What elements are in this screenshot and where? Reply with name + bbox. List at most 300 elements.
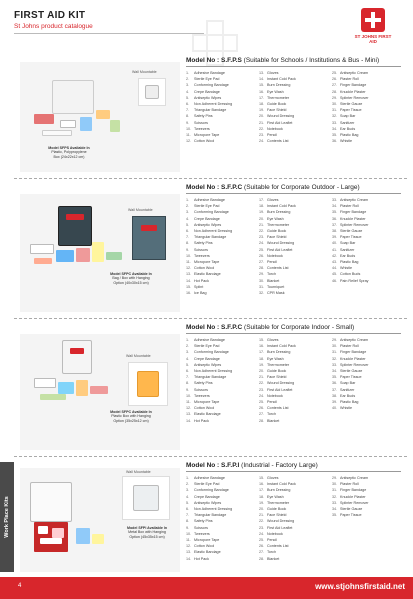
item-number: 34. xyxy=(332,204,338,209)
item-label: First Aid Leaflet xyxy=(267,387,293,392)
item-label: Torch xyxy=(267,550,277,555)
product-photo xyxy=(20,194,180,312)
item-label: Wound Dressing xyxy=(267,381,295,386)
item-label: Antiseptic Wipes xyxy=(194,222,222,227)
item-label: Splinter Remover xyxy=(340,362,369,367)
item-label: Elastic Bandage xyxy=(194,272,221,277)
content-item xyxy=(259,418,328,424)
item-label: Splint xyxy=(194,284,204,289)
item-label: Adhesive Bandage xyxy=(194,338,225,342)
item-number: 42. xyxy=(332,253,338,258)
item-label: Face Shield xyxy=(267,375,287,380)
item-number: 11. xyxy=(186,538,191,543)
item-number: 27. xyxy=(259,550,265,555)
kit-box-icon xyxy=(52,80,94,114)
contents-column xyxy=(259,337,328,424)
item-label: Triangular Bandage xyxy=(194,513,227,518)
item-number: 36. xyxy=(332,216,338,221)
item-label: Triangular Bandage xyxy=(194,235,227,240)
item-label: Sterile Gauze xyxy=(340,507,363,512)
item-number: 29. xyxy=(332,476,338,480)
item-label: Gloves xyxy=(267,476,279,480)
item-label: Knuckle Plaster xyxy=(340,356,366,361)
item-number: 17. xyxy=(259,488,265,493)
item-label: Gloves xyxy=(267,198,279,202)
item-number: 1. xyxy=(186,71,190,75)
item-label: Thermometer xyxy=(267,95,290,100)
item-label: CPR Mask xyxy=(267,291,285,296)
contents-column xyxy=(259,475,328,562)
item-number: 2. xyxy=(186,344,190,349)
contents-column xyxy=(259,197,328,296)
item-label: Paper Tissue xyxy=(340,108,362,113)
item-number: 9. xyxy=(186,247,190,252)
item-number: 33. xyxy=(332,500,338,505)
item-number: 2. xyxy=(186,482,190,487)
item-label: Micropore Tape xyxy=(194,260,220,265)
item-label: Burn Dressing xyxy=(267,350,291,355)
item-label: Sterile Gauze xyxy=(340,102,363,107)
item-number: 8. xyxy=(186,381,190,386)
item-label: Contents List xyxy=(267,544,289,549)
item-label: Scissors xyxy=(194,120,208,125)
item-number: 25. xyxy=(259,247,265,252)
item-label: Blanket xyxy=(267,556,280,561)
item-number: 19. xyxy=(259,362,265,367)
item-number: 4. xyxy=(186,216,190,221)
item-number: 3. xyxy=(186,210,190,215)
item-number: 12. xyxy=(186,266,192,271)
item-label: Sanitizer xyxy=(340,120,355,125)
item-number: 2. xyxy=(186,204,190,209)
item-number: 21. xyxy=(259,222,265,227)
item-label: Eye Wash xyxy=(267,216,284,221)
item-number: 15. xyxy=(259,338,265,342)
product-caption: Model SFPC Available In Plastic Box with Hanging Option (35x25x12 cm) xyxy=(110,410,152,423)
item-label: Non Adherent Dressing xyxy=(194,369,233,374)
item-number: 6. xyxy=(186,102,190,107)
item-number: 31. xyxy=(332,350,338,355)
item-number: 30. xyxy=(332,102,338,107)
item-label: Cotton Buds xyxy=(340,272,361,277)
item-label: Antiseptic Cream xyxy=(340,198,369,202)
item-number: 40. xyxy=(332,241,338,246)
product-caption: Model SFPC Available In Bag / Box with Hanging Option (40x30x15 cm) xyxy=(110,272,152,285)
section-divider xyxy=(14,178,407,179)
item-label: Antiseptic Wipes xyxy=(194,500,222,505)
contents-column xyxy=(259,70,328,144)
header-rule xyxy=(14,33,204,34)
item-number: 46. xyxy=(332,278,338,283)
item-label: Eye Wash xyxy=(267,89,284,94)
item-label: Tweezers xyxy=(194,126,210,131)
item-number: 25. xyxy=(259,538,265,543)
item-number: 8. xyxy=(186,519,190,524)
item-number: 1. xyxy=(186,476,190,480)
item-label: Safety Pins xyxy=(194,519,213,524)
item-number: 1. xyxy=(186,338,190,342)
item-label: Micropore Tape xyxy=(194,538,220,543)
item-label: Hot Pack xyxy=(194,418,209,423)
item-number: 13. xyxy=(186,550,192,555)
item-number: 1. xyxy=(186,198,190,202)
item-label: Instant Cold Pack xyxy=(267,482,296,487)
item-label: Adhesive Bandage xyxy=(194,476,225,480)
item-number: 44. xyxy=(332,266,338,271)
item-label: Conforming Bandage xyxy=(194,210,229,215)
item-label: Conforming Bandage xyxy=(194,350,229,355)
item-label: Tourniquet xyxy=(267,284,285,289)
content-item xyxy=(259,556,328,562)
item-number: 45. xyxy=(332,272,338,277)
item-label: Conforming Bandage xyxy=(194,83,229,88)
item-number: 12. xyxy=(186,139,192,144)
item-number: 18. xyxy=(259,356,265,361)
item-number: 4. xyxy=(186,89,190,94)
item-label: Safety Pins xyxy=(194,241,213,246)
item-label: Antiseptic Wipes xyxy=(194,95,222,100)
item-number: 18. xyxy=(259,494,265,499)
item-number: 23. xyxy=(259,235,265,240)
item-number: 13. xyxy=(186,412,192,417)
item-number: 29. xyxy=(332,338,338,342)
model-title: Model No : S.F.P.C (Suitable for Corporate Outdoor - Large) xyxy=(186,184,360,191)
item-number: 11. xyxy=(186,260,191,265)
item-label: Contents List xyxy=(267,139,289,144)
item-number: 22. xyxy=(259,126,265,131)
item-label: Notebook xyxy=(267,253,283,258)
item-label: Antiseptic Cream xyxy=(340,71,369,75)
item-number: 5. xyxy=(186,95,190,100)
item-label: Tweezers xyxy=(194,531,210,536)
item-label: Face Shield xyxy=(267,235,287,240)
item-label: Splinter Remover xyxy=(340,95,369,100)
item-label: Paper Tissue xyxy=(340,513,362,518)
item-label: Guide Book xyxy=(267,229,287,234)
item-label: Cotton Wool xyxy=(194,544,215,549)
item-label: Plaster Roll xyxy=(340,344,359,349)
item-number: 16. xyxy=(259,482,265,487)
item-label: Sanitizer xyxy=(340,247,355,252)
item-number: 29. xyxy=(332,95,338,100)
item-label: Pencil xyxy=(267,538,278,543)
item-number: 32. xyxy=(259,291,265,296)
item-label: Plaster Roll xyxy=(340,77,359,82)
item-label: Thermometer xyxy=(267,222,290,227)
item-label: Burn Dressing xyxy=(267,83,291,88)
item-label: Sterile Gauze xyxy=(340,369,363,374)
item-number: 33. xyxy=(332,120,338,125)
item-label: Ear Buds xyxy=(340,393,356,398)
item-label: Instant Cold Pack xyxy=(267,204,296,209)
contents-columns xyxy=(186,197,401,296)
side-tab-label: Work Place Kits xyxy=(4,496,10,538)
item-number: 43. xyxy=(332,260,338,265)
item-number: 3. xyxy=(186,488,190,493)
item-number: 5. xyxy=(186,362,190,367)
item-label: Pencil xyxy=(267,400,278,405)
content-item xyxy=(186,556,255,562)
item-number: 27. xyxy=(259,412,265,417)
contents-column xyxy=(332,70,401,144)
contents-column xyxy=(186,70,255,144)
item-number: 31. xyxy=(332,108,338,113)
item-number: 28. xyxy=(259,556,265,561)
item-number: 35. xyxy=(332,133,338,138)
item-label: Non Adherent Dressing xyxy=(194,102,233,107)
item-label: Wound Dressing xyxy=(267,114,295,119)
item-number: 13. xyxy=(186,272,192,277)
contents-column xyxy=(186,337,255,424)
item-number: 8. xyxy=(186,114,190,119)
item-label: Soap Bar xyxy=(340,114,356,119)
content-item xyxy=(186,138,255,144)
contents-column xyxy=(332,475,401,562)
item-number: 32. xyxy=(332,494,338,499)
item-label: Elastic Bandage xyxy=(194,550,221,555)
item-label: Whistle xyxy=(340,406,353,411)
item-label: Thermometer xyxy=(267,362,290,367)
item-label: Adhesive Bandage xyxy=(194,71,225,75)
item-label: Hot Pack xyxy=(194,278,209,283)
content-item xyxy=(259,138,328,144)
contents-column xyxy=(332,197,401,296)
item-number: 38. xyxy=(332,393,338,398)
wall-mount-inset xyxy=(132,216,166,260)
item-number: 7. xyxy=(186,375,190,380)
item-label: Guide Book xyxy=(267,102,287,107)
item-label: Cotton Wool xyxy=(194,406,215,411)
item-number: 39. xyxy=(332,235,338,240)
item-label: Finger Bandage xyxy=(340,488,367,493)
item-number: 6. xyxy=(186,507,190,512)
item-number: 23. xyxy=(259,525,265,530)
item-number: 19. xyxy=(259,108,265,113)
item-number: 24. xyxy=(259,393,265,398)
item-label: Gloves xyxy=(267,71,279,75)
item-label: Crepe Bandage xyxy=(194,216,220,221)
item-label: Safety Pins xyxy=(194,114,213,119)
metal-box-icon xyxy=(30,482,72,522)
item-number: 35. xyxy=(332,210,338,215)
item-number: 10. xyxy=(186,531,192,536)
item-number: 38. xyxy=(332,229,338,234)
logo-text: ST JOHNS FIRST AID xyxy=(354,34,392,44)
item-label: First Aid Leaflet xyxy=(267,120,293,125)
item-number: 12. xyxy=(186,406,192,411)
item-number: 33. xyxy=(332,362,338,367)
item-number: 41. xyxy=(332,247,338,252)
item-number: 22. xyxy=(259,381,265,386)
section-divider xyxy=(14,318,407,319)
item-label: Plaster Roll xyxy=(340,204,359,209)
item-label: Non Adherent Dressing xyxy=(194,229,233,234)
item-label: Plaster Roll xyxy=(340,482,359,487)
item-label: Cotton Wool xyxy=(194,139,215,144)
product-caption: Model SFPS Available In Plastic, Polypropylene Box (24x22x12 cm) xyxy=(48,146,90,159)
item-label: Knuckle Plaster xyxy=(340,216,366,221)
item-label: Eye Wash xyxy=(267,494,284,499)
item-label: Finger Bandage xyxy=(340,210,367,215)
item-label: Pencil xyxy=(267,260,278,265)
item-label: Guide Book xyxy=(267,507,287,512)
item-number: 14. xyxy=(186,278,192,283)
item-label: Micropore Tape xyxy=(194,400,220,405)
item-number: 19. xyxy=(259,500,265,505)
item-number: 7. xyxy=(186,108,190,113)
item-number: 10. xyxy=(186,393,192,398)
content-item xyxy=(186,290,255,296)
item-number: 10. xyxy=(186,253,192,258)
item-label: Thermometer xyxy=(267,500,290,505)
item-number: 30. xyxy=(332,344,338,349)
item-number: 34. xyxy=(332,507,338,512)
item-label: First Aid Leaflet xyxy=(267,247,293,252)
item-number: 7. xyxy=(186,513,190,518)
item-number: 36. xyxy=(332,381,338,386)
item-number: 5. xyxy=(186,222,190,227)
content-item xyxy=(332,278,401,284)
item-number: 20. xyxy=(259,369,265,374)
item-number: 10. xyxy=(186,126,192,131)
item-number: 9. xyxy=(186,120,190,125)
product-photo xyxy=(20,468,180,572)
item-label: Splinter Remover xyxy=(340,500,369,505)
content-item xyxy=(259,290,328,296)
item-number: 19. xyxy=(259,210,265,215)
item-number: 34. xyxy=(332,369,338,374)
item-label: Guide Book xyxy=(267,369,287,374)
item-number: 18. xyxy=(259,204,265,209)
item-label: Contents List xyxy=(267,406,289,411)
item-label: Hot Pack xyxy=(194,556,209,561)
item-label: Micropore Tape xyxy=(194,133,220,138)
section-divider xyxy=(14,456,407,457)
item-label: Face Shield xyxy=(267,513,287,518)
wall-mount-inset xyxy=(128,362,168,406)
item-label: Conforming Bandage xyxy=(194,488,229,493)
contents-column xyxy=(186,197,255,296)
product-caption: Model SFPI Available In Metal Box with Hanging Option (45x35x15 cm) xyxy=(126,526,168,539)
item-label: Pencil xyxy=(267,133,278,138)
inset-label: Wall Mountable xyxy=(126,470,151,474)
item-number: 26. xyxy=(332,77,338,82)
item-label: Soap Bar xyxy=(340,241,356,246)
item-number: 24. xyxy=(259,139,265,144)
item-number: 28. xyxy=(259,266,265,271)
item-label: Whistle xyxy=(340,266,353,271)
item-label: Finger Bandage xyxy=(340,350,367,355)
item-number: 16. xyxy=(186,291,192,296)
item-label: Triangular Bandage xyxy=(194,375,227,380)
item-number: 25. xyxy=(332,71,338,75)
page-subtitle: St Johns product catalogue xyxy=(14,23,93,30)
item-number: 9. xyxy=(186,525,190,530)
item-number: 35. xyxy=(332,513,338,518)
item-label: Torch xyxy=(267,412,277,417)
item-number: 15. xyxy=(259,83,265,88)
item-number: 8. xyxy=(186,241,190,246)
kit-bag-icon xyxy=(58,206,92,246)
item-label: Plastic Bag xyxy=(340,260,359,265)
item-label: Safety Pins xyxy=(194,381,213,386)
item-label: Elastic Bandage xyxy=(194,412,221,417)
item-label: Knuckle Plaster xyxy=(340,89,366,94)
item-number: 5. xyxy=(186,500,190,505)
item-number: 12. xyxy=(186,544,192,549)
item-number: 30. xyxy=(259,278,265,283)
item-number: 6. xyxy=(186,229,190,234)
item-label: Wound Dressing xyxy=(267,241,295,246)
item-label: Sterile Eye Pad xyxy=(194,204,220,209)
side-tab xyxy=(0,462,14,572)
item-number: 36. xyxy=(332,139,338,144)
item-label: Crepe Bandage xyxy=(194,494,220,499)
item-label: Notebook xyxy=(267,531,283,536)
item-number: 26. xyxy=(259,253,265,258)
model-title: Model No : S.F.P.S (Suitable for Schools / Institutions & Bus - Mini) xyxy=(186,57,380,64)
item-number: 22. xyxy=(259,519,265,524)
inset-label: Wall Mountable xyxy=(126,354,151,358)
wall-mount-inset xyxy=(138,78,166,106)
contents-columns xyxy=(186,70,401,144)
product-photo xyxy=(20,334,180,450)
item-label: Crepe Bandage xyxy=(194,89,220,94)
item-number: 16. xyxy=(259,344,265,349)
item-label: Pain Relief Spray xyxy=(340,278,369,283)
item-number: 18. xyxy=(259,102,265,107)
item-number: 25. xyxy=(259,400,265,405)
item-label: Tweezers xyxy=(194,253,210,258)
item-number: 26. xyxy=(259,544,265,549)
item-number: 9. xyxy=(186,387,190,392)
item-label: Torch xyxy=(267,272,277,277)
item-label: Knuckle Plaster xyxy=(340,494,366,499)
item-number: 13. xyxy=(259,71,265,75)
item-label: Antiseptic Cream xyxy=(340,338,369,342)
item-label: Face Shield xyxy=(267,108,287,113)
wall-mount-inset xyxy=(122,476,170,520)
item-number: 31. xyxy=(259,284,265,289)
item-number: 14. xyxy=(186,556,192,561)
inset-label: Wall Mountable xyxy=(132,70,157,74)
item-number: 16. xyxy=(259,89,265,94)
item-label: Antiseptic Wipes xyxy=(194,362,222,367)
brand-logo xyxy=(351,8,395,46)
red-cross-icon xyxy=(361,8,385,32)
website-link[interactable]: www.stjohnsfirstaid.net xyxy=(315,582,405,591)
item-number: 21. xyxy=(259,513,265,518)
item-label: Paper Tissue xyxy=(340,375,362,380)
item-label: Plastic Bag xyxy=(340,133,359,138)
item-number: 27. xyxy=(332,83,338,88)
item-number: 20. xyxy=(259,114,265,119)
item-label: Sterile Eye Pad xyxy=(194,482,220,487)
item-number: 4. xyxy=(186,494,190,499)
item-number: 35. xyxy=(332,375,338,380)
item-number: 34. xyxy=(332,126,338,131)
item-number: 17. xyxy=(259,198,265,202)
item-label: Finger Bandage xyxy=(340,83,367,88)
item-label: Instant Cold Pack xyxy=(267,344,296,349)
item-label: Sanitizer xyxy=(340,387,355,392)
item-number: 33. xyxy=(332,198,338,202)
item-number: 4. xyxy=(186,356,190,361)
product-photo xyxy=(20,62,180,172)
item-label: Crepe Bandage xyxy=(194,356,220,361)
item-label: Whistle xyxy=(340,139,353,144)
item-label: Scissors xyxy=(194,387,208,392)
